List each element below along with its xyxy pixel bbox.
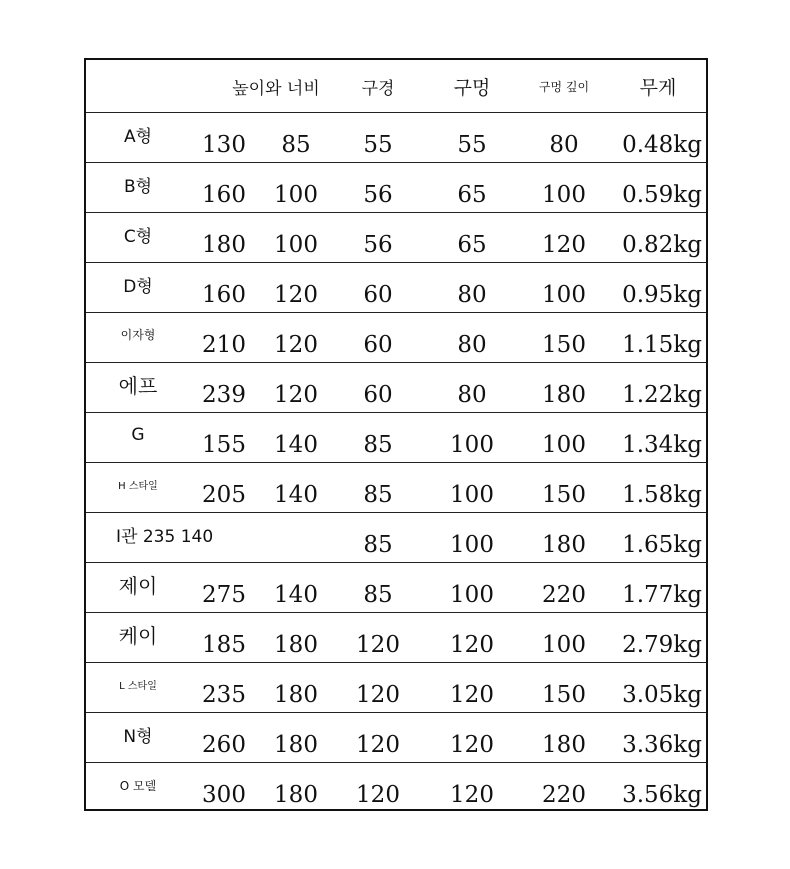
cell-width <box>261 513 331 562</box>
cell-diameter: 85 <box>363 431 393 458</box>
cell-hole: 80 <box>457 331 487 358</box>
cell-height: 235 <box>202 681 246 708</box>
cell-diameter: 120 <box>356 731 400 758</box>
cell-weight: 1.65kg <box>622 531 702 558</box>
table-row <box>86 613 706 663</box>
table-row <box>86 213 706 263</box>
header-diameter: 구경 <box>361 78 395 99</box>
cell-hole: 65 <box>457 231 487 258</box>
cell-depth: 220 <box>542 782 586 808</box>
cell-width: 180 <box>274 631 318 658</box>
cell-width: 100 <box>274 181 318 208</box>
row-label: O 모델 <box>119 778 157 793</box>
table-row <box>86 513 706 563</box>
cell-diameter: 85 <box>363 531 393 558</box>
row-label: D형 <box>123 277 153 297</box>
cell-depth: 150 <box>542 331 586 358</box>
cell-width: 120 <box>274 331 318 358</box>
header-hole: 구멍 <box>453 76 491 99</box>
row-label: L 스타일 <box>119 681 157 692</box>
row-label: 에프 <box>118 374 158 398</box>
cell-hole: 120 <box>450 631 494 658</box>
cell-height: 205 <box>202 481 246 508</box>
cell-width: 180 <box>274 681 318 708</box>
cell-depth: 100 <box>542 181 586 208</box>
cell-weight: 1.77kg <box>622 581 702 608</box>
cell-depth: 180 <box>542 381 586 408</box>
cell-hole: 100 <box>450 531 494 558</box>
cell-height: 180 <box>202 231 246 258</box>
cell-diameter: 60 <box>363 331 393 358</box>
cell-width: 140 <box>274 431 318 458</box>
cell-weight: 0.95kg <box>622 281 702 308</box>
cell-width: 180 <box>274 782 318 808</box>
cell-depth: 100 <box>542 431 586 458</box>
row-label: C형 <box>123 227 153 247</box>
cell-diameter: 120 <box>356 631 400 658</box>
cell-weight: 2.79kg <box>622 631 702 658</box>
cell-diameter: 85 <box>363 481 393 508</box>
spec-table <box>84 58 708 811</box>
cell-height: 160 <box>202 281 246 308</box>
cell-height: 130 <box>202 131 246 158</box>
table-row <box>86 663 706 713</box>
cell-weight: 3.56kg <box>622 782 702 808</box>
row-label: 이자형 <box>120 328 156 342</box>
cell-depth: 80 <box>549 131 579 158</box>
cell-depth: 100 <box>542 281 586 308</box>
table-row <box>86 263 706 313</box>
cell-width: 180 <box>274 731 318 758</box>
cell-weight: 1.22kg <box>622 381 702 408</box>
cell-depth: 220 <box>542 581 586 608</box>
cell-diameter: 60 <box>363 381 393 408</box>
cell-diameter: 55 <box>363 131 393 158</box>
cell-weight: 0.59kg <box>622 181 702 208</box>
row-label: H 스타일 <box>118 481 158 492</box>
cell-hole: 55 <box>457 131 487 158</box>
cell-weight: 1.15kg <box>622 331 702 358</box>
cell-diameter: 56 <box>363 231 393 258</box>
header-height-width: 높이와 너비 <box>232 78 320 99</box>
row-label: B형 <box>123 177 153 197</box>
cell-depth: 120 <box>542 231 586 258</box>
table-row <box>86 313 706 363</box>
cell-hole: 100 <box>450 581 494 608</box>
row-label: 케이 <box>118 624 158 648</box>
cell-height: 275 <box>202 581 246 608</box>
cell-hole: 120 <box>450 782 494 808</box>
cell-weight: 0.48kg <box>622 131 702 158</box>
cell-height: 210 <box>202 331 246 358</box>
row-label: I관 235 140 <box>116 527 214 547</box>
header-weight: 무게 <box>639 76 677 99</box>
cell-height <box>189 513 259 562</box>
cell-hole: 80 <box>457 281 487 308</box>
cell-width: 120 <box>274 381 318 408</box>
cell-width: 85 <box>281 131 311 158</box>
cell-height: 300 <box>202 782 246 808</box>
cell-width: 140 <box>274 581 318 608</box>
cell-weight: 1.58kg <box>622 481 702 508</box>
cell-height: 185 <box>202 631 246 658</box>
cell-depth: 150 <box>542 681 586 708</box>
cell-hole: 65 <box>457 181 487 208</box>
cell-weight: 3.36kg <box>622 731 702 758</box>
cell-depth: 150 <box>542 481 586 508</box>
cell-diameter: 120 <box>356 681 400 708</box>
cell-height: 155 <box>202 431 246 458</box>
cell-height: 260 <box>202 731 246 758</box>
header-hole-depth: 구멍 깊이 <box>538 79 590 94</box>
cell-depth: 180 <box>542 531 586 558</box>
cell-width: 120 <box>274 281 318 308</box>
table-row <box>86 463 706 513</box>
cell-hole: 100 <box>450 481 494 508</box>
row-label: N형 <box>123 727 153 747</box>
cell-weight: 0.82kg <box>622 231 702 258</box>
cell-hole: 120 <box>450 731 494 758</box>
cell-diameter: 56 <box>363 181 393 208</box>
table-row <box>86 563 706 613</box>
cell-weight: 1.34kg <box>622 431 702 458</box>
cell-weight: 3.05kg <box>622 681 702 708</box>
table-row <box>86 363 706 413</box>
header-row <box>86 60 706 113</box>
table-row <box>86 113 706 163</box>
cell-depth: 180 <box>542 731 586 758</box>
cell-height: 160 <box>202 181 246 208</box>
cell-hole: 120 <box>450 681 494 708</box>
table-row <box>86 163 706 213</box>
table-row <box>86 413 706 463</box>
table-row <box>86 713 706 763</box>
cell-hole: 100 <box>450 431 494 458</box>
cell-diameter: 85 <box>363 581 393 608</box>
cell-diameter: 120 <box>356 782 400 808</box>
cell-hole: 80 <box>457 381 487 408</box>
cell-width: 100 <box>274 231 318 258</box>
cell-width: 140 <box>274 481 318 508</box>
cell-depth: 100 <box>542 631 586 658</box>
table-row <box>86 763 706 813</box>
row-label: 제이 <box>118 574 158 598</box>
row-label: A형 <box>123 127 153 147</box>
cell-diameter: 60 <box>363 281 393 308</box>
cell-height: 239 <box>202 381 246 408</box>
row-label: G <box>131 424 145 445</box>
